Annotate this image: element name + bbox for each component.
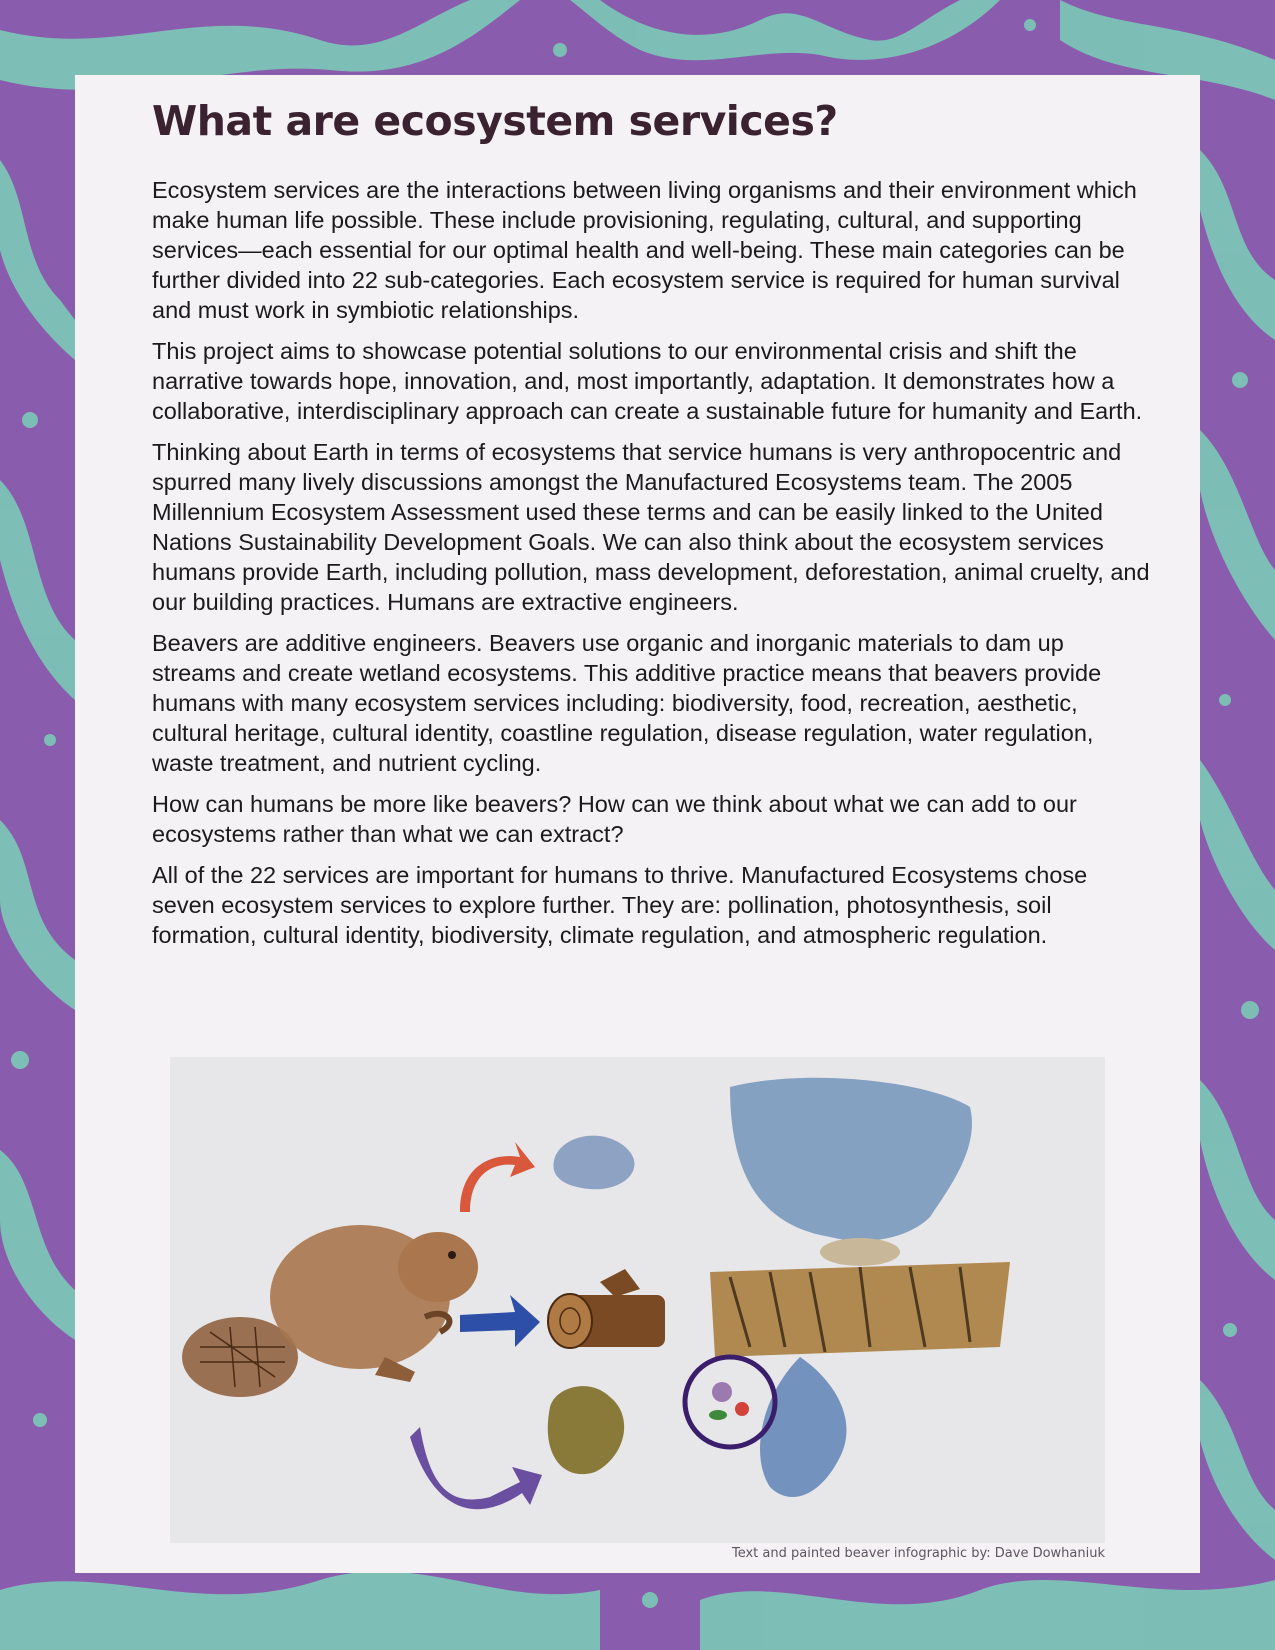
page-title: What are ecosystem services? bbox=[152, 97, 838, 145]
paragraph-anthropocentric: Thinking about Earth in terms of ecosystems that service humans is very anthropocentric and spurred many lively discussions amongst the Manufactured Ecosystems team. The 2005 Millennium Ecosystem Assessment used these terms and can be easily linked to the United Nations Sustainability Development Goals. We can also think about the ecosystem services humans provide Earth, including pollution, mass development, deforestation, animal cruelty, and our building practices. Humans are extractive engineers. bbox=[152, 439, 1150, 615]
paragraph-questions: How can humans be more like beavers? How can we think about what we can add to our ecosystems rather than what we can extract? bbox=[152, 791, 1077, 847]
image-caption: Text and painted beaver infographic by: Dave Dowhaniuk bbox=[731, 1546, 1105, 1561]
paragraph-beavers: Beavers are additive engineers. Beavers use organic and inorganic materials to dam up streams and create wetland ecosystems. This additive practice means that beavers provide humans with many ecosystem services including: biodiversity, food, recreation, aesthetic, cultural heritage, cultural identity, coastline regulation, disease regulation, water regulation, waste treatment, and nutrient cycling. bbox=[152, 630, 1102, 776]
paragraph-seven-services: All of the 22 services are important for humans to thrive. Manufactured Ecosystems chose seven ecosystem services to explore further. They are: pollination, photosynthesis, soil formation, cultural identity, biodiversity, climate regulation, and atmospheric regulation. bbox=[152, 862, 1088, 948]
article-body bbox=[152, 175, 1152, 961]
beaver-infographic bbox=[170, 1057, 1105, 1543]
content-card bbox=[75, 75, 1200, 1573]
paragraph-definition: Ecosystem services are the interactions between living organisms and their environment which make human life possible. These include provisioning, regulating, cultural, and supporting services—each essential for our optimal health and well-being. These main categories can be further divided into 22 sub-categories. Each ecosystem service is required for human survival and must work in symbiotic relationships. bbox=[152, 177, 1137, 323]
paragraph-project-aim: This project aims to showcase potential solutions to our environmental crisis and shift the narrative towards hope, innovation, and, most importantly, adaptation. It demonstrates how a collaborative, interdisciplinary approach can create a sustainable future for humanity and Earth. bbox=[152, 338, 1143, 424]
